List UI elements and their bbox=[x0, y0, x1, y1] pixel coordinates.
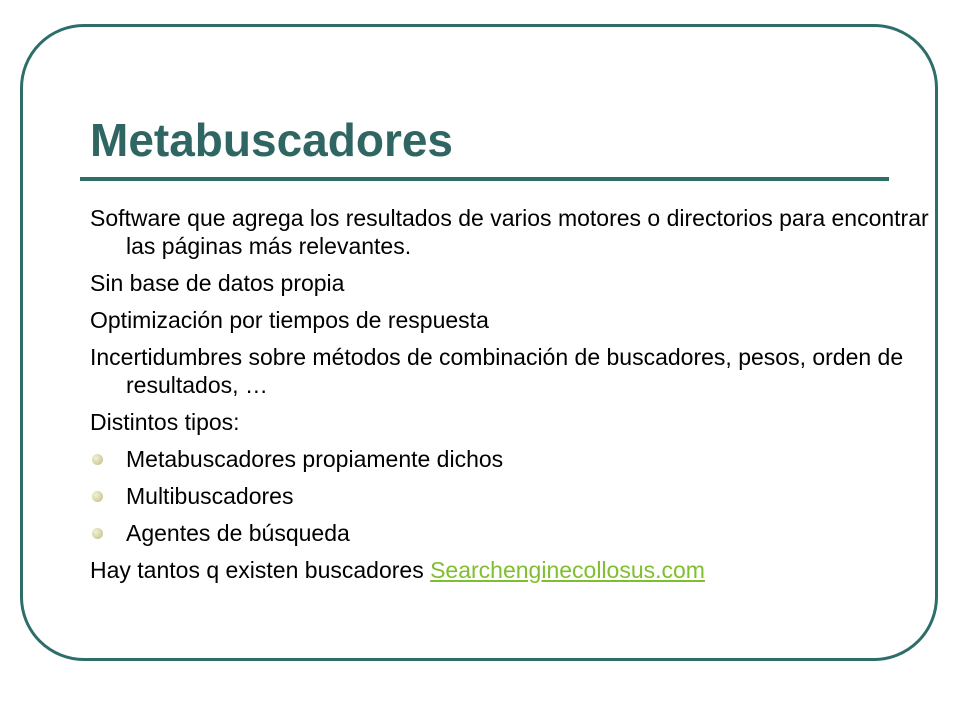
bullet-dot-icon bbox=[92, 528, 103, 539]
final-text: Hay tantos q existen buscadores bbox=[90, 557, 431, 583]
title-divider bbox=[80, 177, 889, 181]
paragraph-no-database: Sin base de datos propia bbox=[90, 270, 345, 296]
bullet-dot-icon bbox=[92, 491, 103, 502]
paragraph-optimization: Optimización por tiempos de respuesta bbox=[90, 307, 489, 333]
searchengine-link[interactable]: Searchenginecollosus.com bbox=[430, 557, 705, 583]
bullet-label: Agentes de búsqueda bbox=[126, 520, 350, 546]
slide-title: Metabuscadores bbox=[90, 114, 454, 166]
paragraph-uncertainties: Incertidumbres sobre métodos de combinación de buscadores, pesos, orden de resultados, … bbox=[90, 344, 904, 398]
bullet-dot-icon bbox=[92, 454, 103, 465]
slide-body bbox=[90, 204, 930, 593]
paragraph-definition: Software que agrega los resultados de varios motores o directorios para encontrar las páginas más relevantes. bbox=[90, 205, 929, 259]
bullet-label: Multibuscadores bbox=[126, 483, 294, 509]
paragraph-types-heading: Distintos tipos: bbox=[90, 409, 240, 435]
bullet-label: Metabuscadores propiamente dichos bbox=[126, 446, 504, 472]
bullet-item-agentes bbox=[90, 519, 930, 547]
bullet-item-multibuscadores bbox=[90, 482, 930, 510]
bullet-item-metabuscadores bbox=[90, 445, 930, 473]
paragraph-search-engines bbox=[90, 556, 930, 584]
